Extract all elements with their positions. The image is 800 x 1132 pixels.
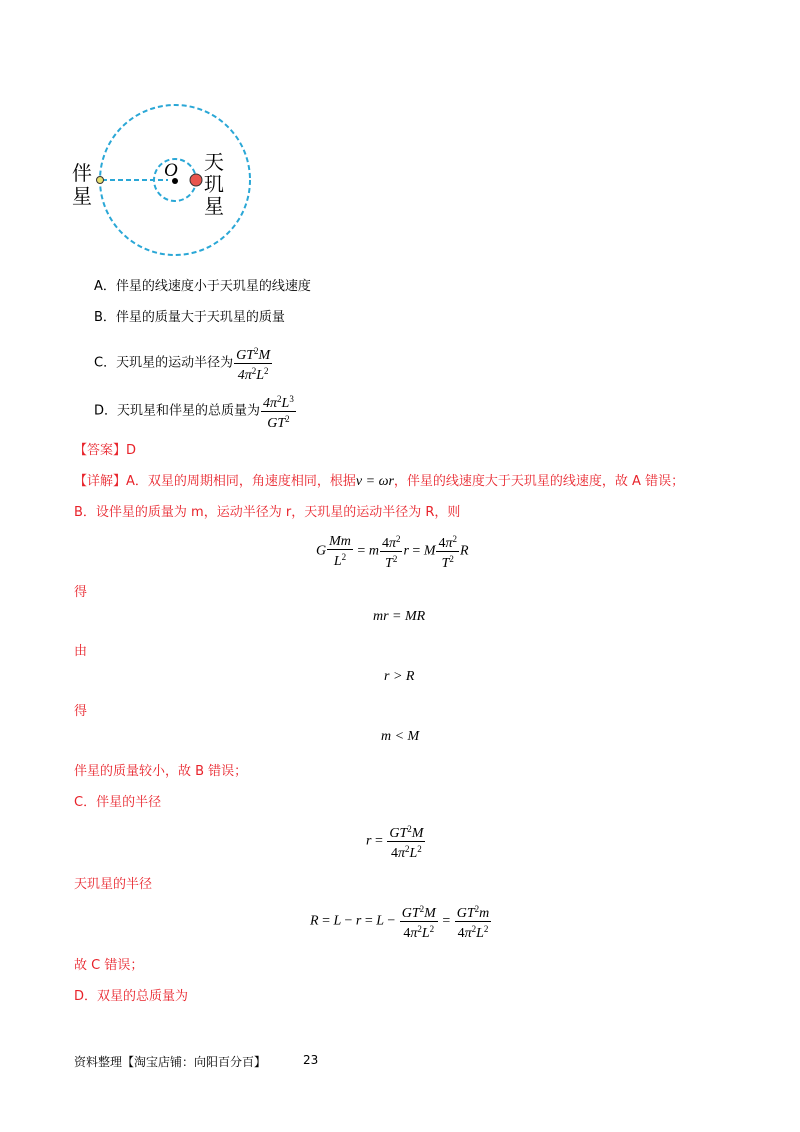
option-c bbox=[94, 344, 273, 383]
option-d-text: D．天玑星和伴星的总质量为 bbox=[94, 403, 261, 419]
option-d bbox=[94, 392, 297, 431]
companion-label-1: 伴 bbox=[72, 161, 92, 185]
equation-r-gt-R: r > R bbox=[384, 669, 415, 684]
word-de-2: 得 bbox=[74, 704, 88, 719]
footer-source: 资料整理【淘宝店铺：向阳百分百】 bbox=[74, 1055, 267, 1069]
answer-bracket: 【答案】 bbox=[74, 443, 127, 458]
main-star bbox=[190, 174, 202, 186]
detail-a-conclusion: ，伴星的线速度大于天玑星的线速度，故 A 错误； bbox=[393, 474, 685, 489]
companion-label-2: 星 bbox=[72, 184, 92, 208]
option-c-formula: $\frac{GT^2M}{4\pi^2L^2}$ bbox=[236, 346, 271, 383]
answer-value: D bbox=[126, 443, 137, 458]
option-b: B．伴星的质量大于天玑星的质量 bbox=[94, 310, 285, 325]
equation-mr-MR: mr = MR bbox=[373, 609, 426, 624]
equation-m-lt-M: m < M bbox=[381, 729, 420, 744]
detail-a-formula: v = ωr bbox=[355, 474, 394, 489]
main-star-radius-heading: 天玑星的半径 bbox=[74, 877, 153, 892]
detail-a-text: A．双星的周期相同，角速度相同，根据 bbox=[126, 474, 356, 489]
conclusion-b: 伴星的质量较小，故 B 错误； bbox=[74, 764, 248, 779]
main-star-label-2: 玑 bbox=[204, 172, 224, 196]
option-a: A．伴星的线速度小于天玑星的线速度 bbox=[94, 279, 311, 294]
main-star-label-1: 天 bbox=[204, 150, 224, 174]
detail-line-1 bbox=[74, 473, 684, 491]
word-you: 由 bbox=[74, 644, 88, 659]
equation-main-star-radius: R = L − r = L − $\frac{GT^2M}{4\pi^2L^2}$ = $\frac{GT^2m}{4\pi^2L^2}$ bbox=[310, 904, 490, 941]
word-de-1: 得 bbox=[74, 585, 88, 600]
equation-force-balance: G $\frac{Mm}{L^2}$ = m $\frac{4\pi^2}{T^2}$ r = M $\frac{4\pi^2}{T^2}$ R bbox=[316, 533, 469, 571]
conclusion-c: 故 C 错误； bbox=[74, 958, 144, 973]
option-c-text: C．天玑星的运动半径为 bbox=[94, 355, 234, 371]
c-heading: C．伴星的半径 bbox=[74, 795, 162, 810]
answer-line bbox=[74, 442, 136, 460]
center-label: O bbox=[164, 160, 178, 181]
detail-line-2: B．设伴星的质量为 m，运动半径为 r，天玑星的运动半径为 R，则 bbox=[74, 505, 461, 520]
detail-bracket: 【详解】 bbox=[74, 474, 127, 489]
option-d-formula: $\frac{4\pi^2L^3}{GT^2}$ bbox=[263, 394, 294, 431]
main-star-label-3: 星 bbox=[204, 194, 224, 218]
page-number: 23 bbox=[303, 1053, 319, 1067]
d-heading: D．双星的总质量为 bbox=[74, 989, 189, 1004]
equation-companion-radius: r = $\frac{GT^2M}{4\pi^2L^2}$ bbox=[366, 824, 424, 861]
companion-star bbox=[97, 177, 104, 184]
